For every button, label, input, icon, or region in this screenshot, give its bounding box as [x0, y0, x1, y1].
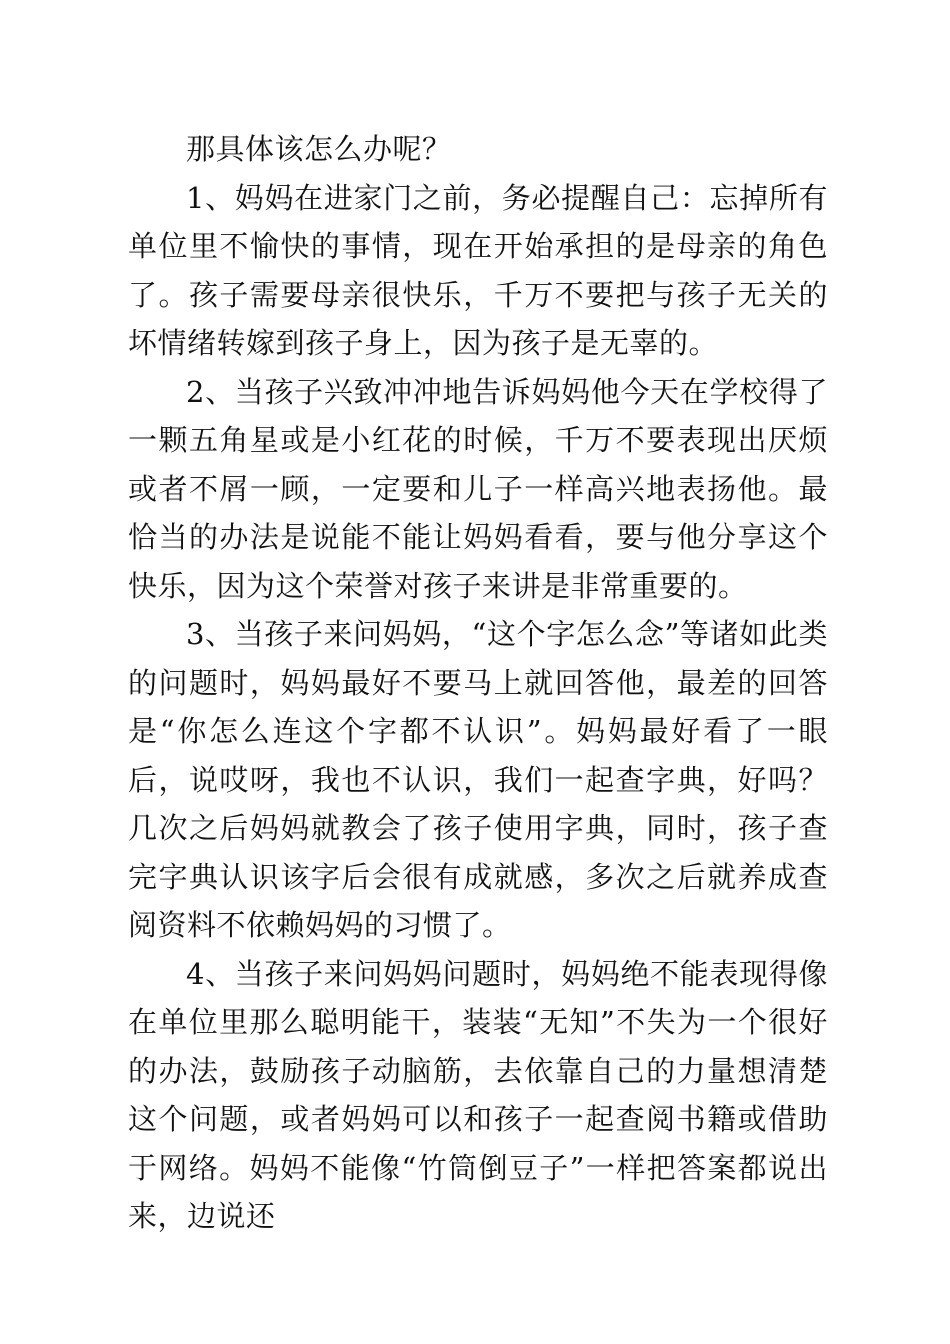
paragraph-tip-3: 3、当孩子来问妈妈，“这个字怎么念”等诸如此类的问题时，妈妈最好不要马上就回答他，最差的回答是“你怎么连这个字都不认识”。妈妈最好看了一眼后，说哎呀，我也不认识，我们一起查字典，好吗？几次之后妈妈就教会了孩子使用字典，同时，孩子查完字典认识该字后会很有成就感，多次之后就养成查阅资料不依赖妈妈的习惯了。 [128, 617, 828, 942]
document-body [128, 125, 828, 1241]
paragraph-tip-2: 2、当孩子兴致冲冲地告诉妈妈他今天在学校得了一颗五角星或是小红花的时候，千万不要表现出厌烦或者不屑一顾，一定要和儿子一样高兴地表扬他。最恰当的办法是说能不能让妈妈看看，要与他分享这个快乐，因为这个荣誉对孩子来讲是非常重要的。 [128, 374, 828, 603]
paragraph-question: 那具体该怎么办呢？ [186, 132, 452, 166]
paragraph-tip-1: 1、妈妈在进家门之前，务必提醒自己：忘掉所有单位里不愉快的事情，现在开始承担的是母亲的角色了。孩子需要母亲很快乐，千万不要把与孩子无关的坏情绪转嫁到孩子身上，因为孩子是无辜的。 [128, 180, 828, 360]
paragraph-tip-4: 4、当孩子来问妈妈问题时，妈妈绝不能表现得像在单位里那么聪明能干，装装“无知”不失为一个很好的办法，鼓励孩子动脑筋，去依靠自己的力量想清楚这个问题，或者妈妈可以和孩子一起查阅书籍或借助于网络。妈妈不能像“竹筒倒豆子”一样把答案都说出来，边说还 [128, 956, 828, 1233]
